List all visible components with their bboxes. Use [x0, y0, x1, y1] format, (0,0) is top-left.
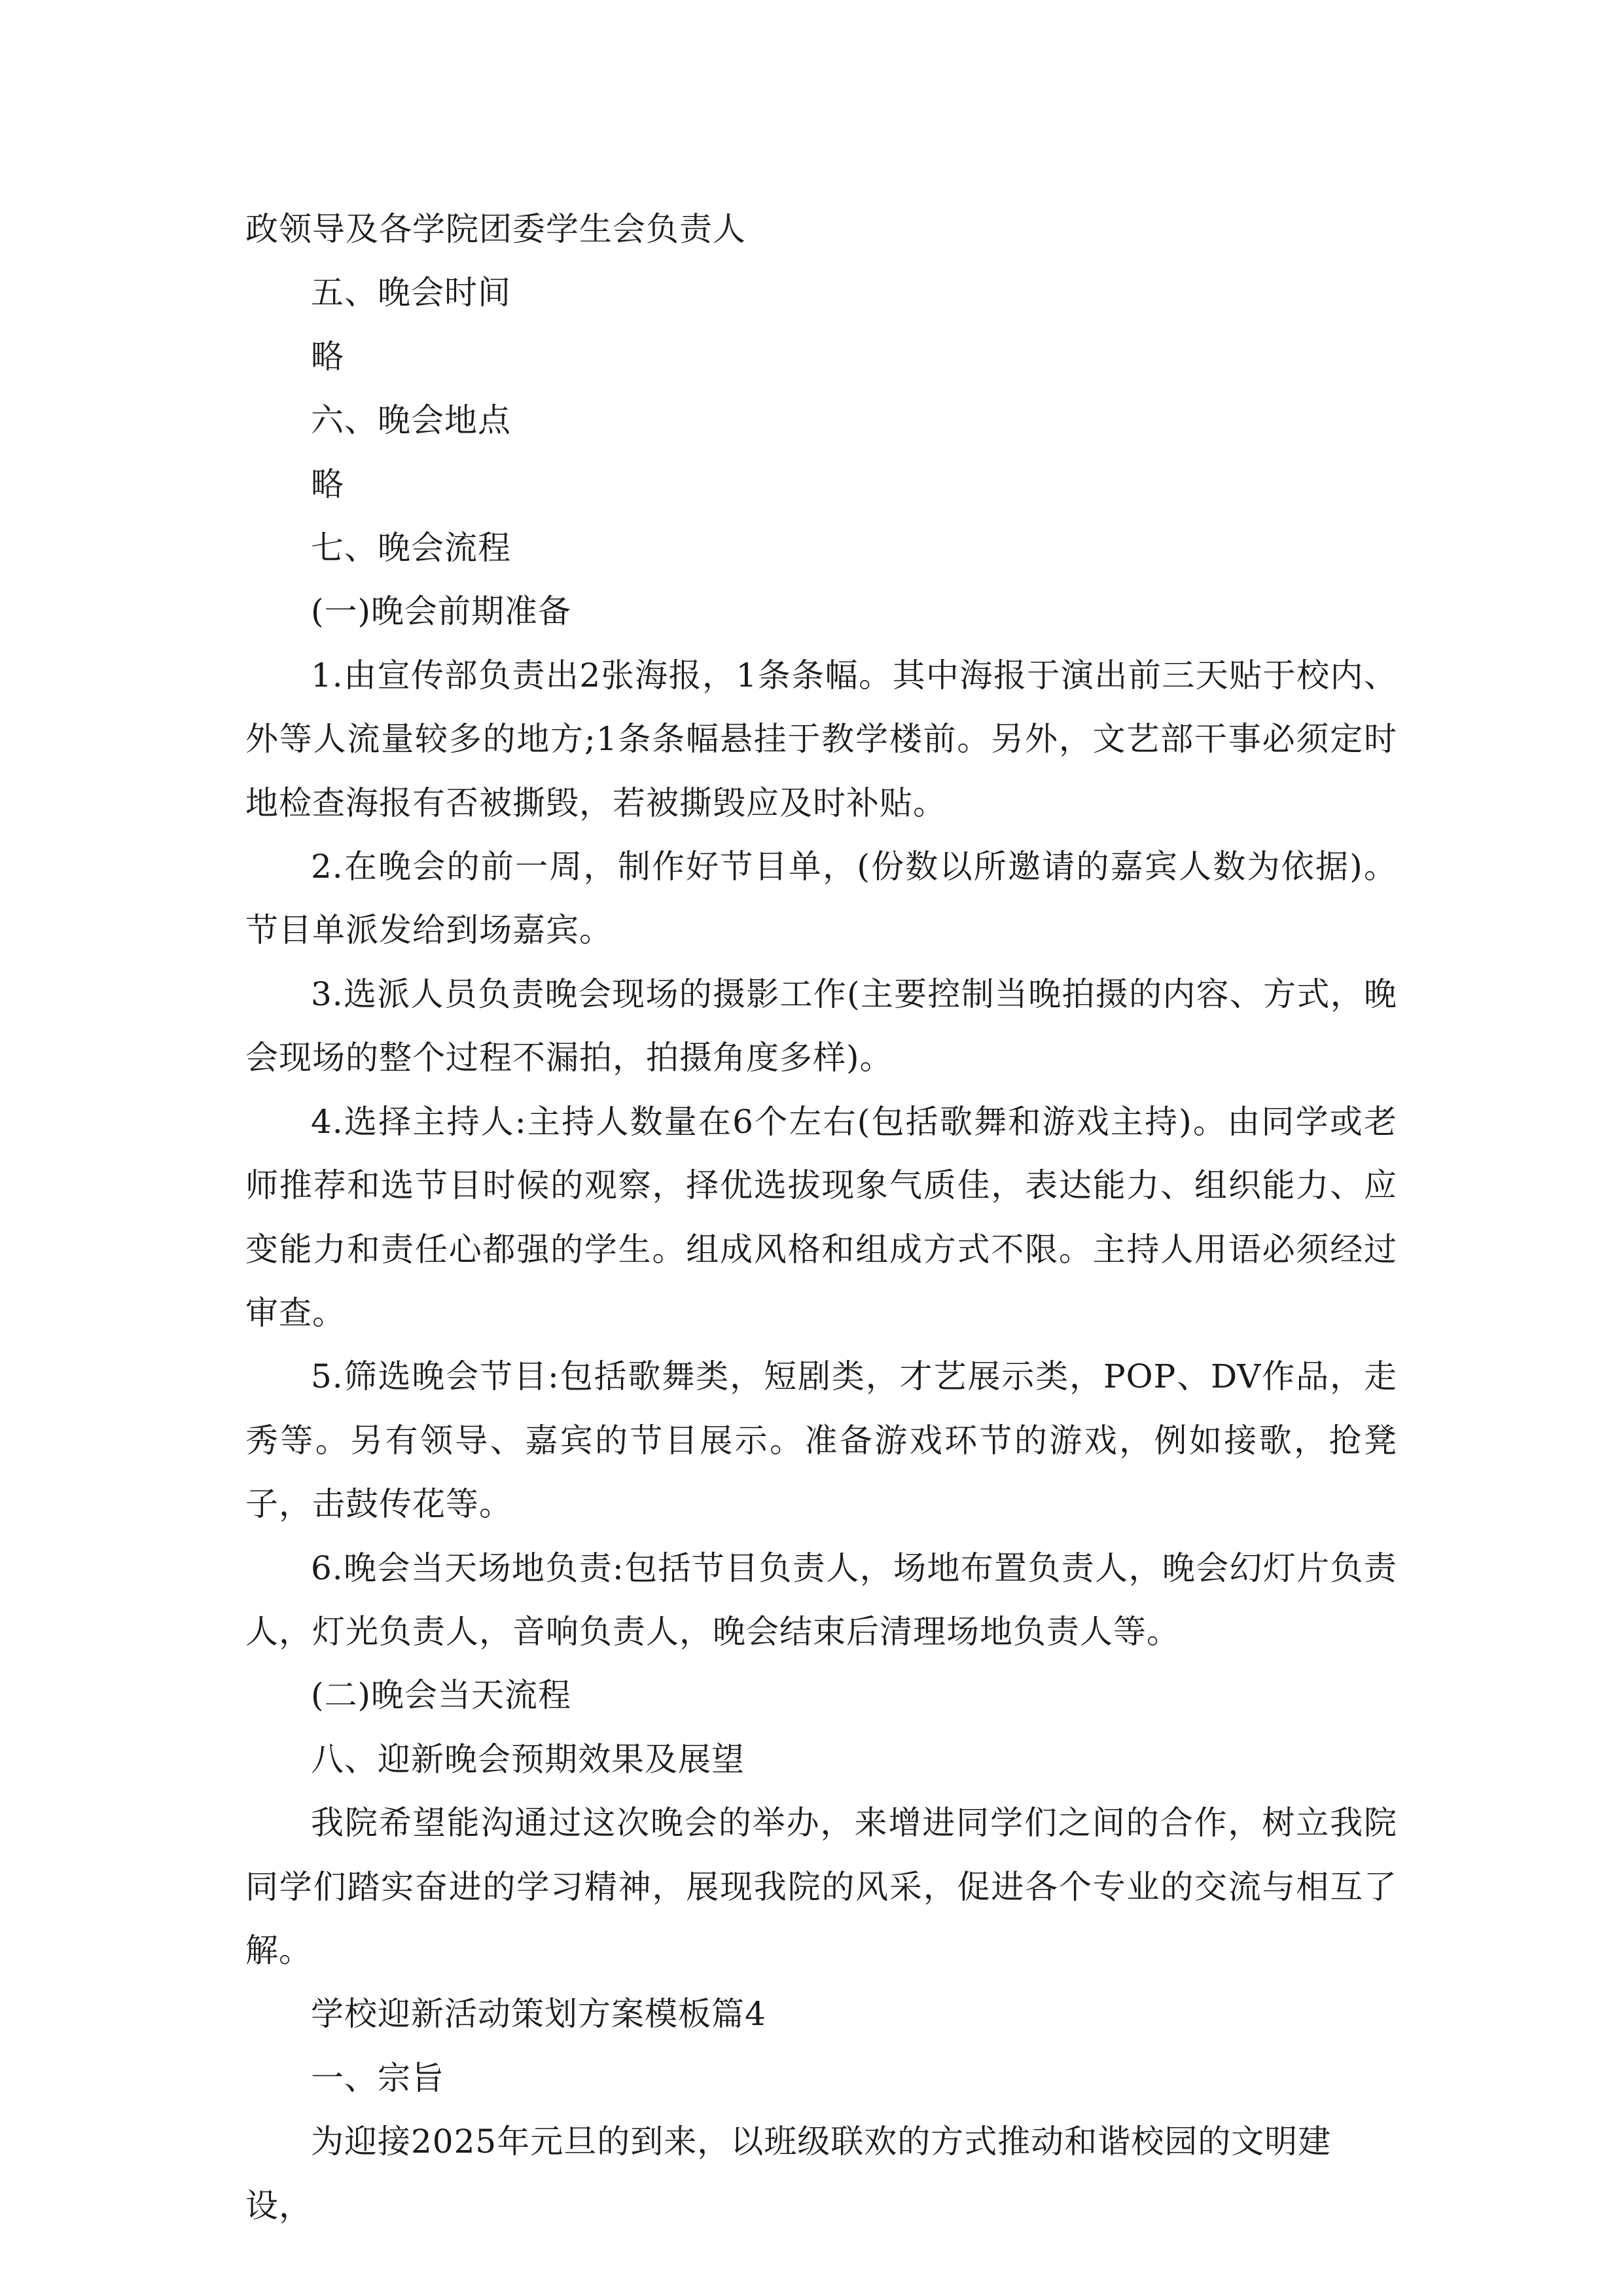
heading-expected-effect: 八、迎新晚会预期效果及展望	[311, 1740, 745, 1778]
heading-purpose: 一、宗旨	[311, 2058, 444, 2097]
list-item-photography: 3.选派人员负责晚会现场的摄影工作(主要控制当晚拍摄的内容、方式，晚会现场的整个过程不漏拍，拍摄角度多样)。	[245, 975, 1397, 1077]
list-item-program-selection: 5.筛选晚会节目:包括歌舞类，短剧类，才艺展示类，POP、DV作品，走秀等。另有领导、嘉宾的节目展示。准备游戏环节的游戏，例如接歌，抢凳子，击鼓传花等。	[245, 1357, 1397, 1524]
paragraph-expectation: 我院希望能沟通过这次晚会的举办，来增进同学们之间的合作，树立我院同学们踏实奋进的学习精神，展现我院的风采，促进各个专业的交流与相互了解。	[245, 1804, 1397, 1969]
paragraph-continuation: 政领导及各学院团委学生会负责人	[245, 210, 746, 248]
subheading-preparation: (一)晚会前期准备	[311, 592, 572, 631]
list-item-program-list: 2.在晚会的前一周，制作好节目单，(份数以所邀请的嘉宾人数为依据)。节目单派发给到场嘉宾。	[245, 848, 1397, 950]
heading-evening-venue: 六、晚会地点	[311, 401, 511, 440]
section-title-template-4: 学校迎新活动策划方案模板篇4	[311, 1995, 766, 2034]
heading-evening-process: 七、晚会流程	[311, 529, 511, 567]
paragraph-omitted-venue: 略	[311, 465, 344, 503]
document-body	[245, 198, 1397, 2238]
subheading-day-process: (二)晚会当天流程	[311, 1676, 572, 1715]
list-item-venue-staff: 6.晚会当天场地负责:包括节目负责人，场地布置负责人，晚会幻灯片负责人，灯光负责人，音响负责人，晚会结束后清理场地负责人等。	[245, 1549, 1397, 1651]
list-item-hosts: 4.选择主持人:主持人数量在6个左右(包括歌舞和游戏主持)。由同学或老师推荐和选节目时候的观察，择优选拔现象气质佳，表达能力、组织能力、应变能力和责任心都强的学生。组成风格和组成方式不限。主持人用语必须经过审查。	[245, 1102, 1397, 1332]
paragraph-purpose: 为迎接2025年元旦的到来，以班级联欢的方式推动和谐校园的文明建设，	[245, 2123, 1332, 2225]
heading-evening-time: 五、晚会时间	[311, 274, 511, 312]
list-item-posters: 1.由宣传部负责出2张海报，1条条幅。其中海报于演出前三天贴于校内、外等人流量较多的地方;1条条幅悬挂于教学楼前。另外，文艺部干事必须定时地检查海报有否被撕毁，若被撕毁应及时补贴。	[245, 656, 1397, 822]
paragraph-omitted-time: 略	[311, 337, 344, 376]
